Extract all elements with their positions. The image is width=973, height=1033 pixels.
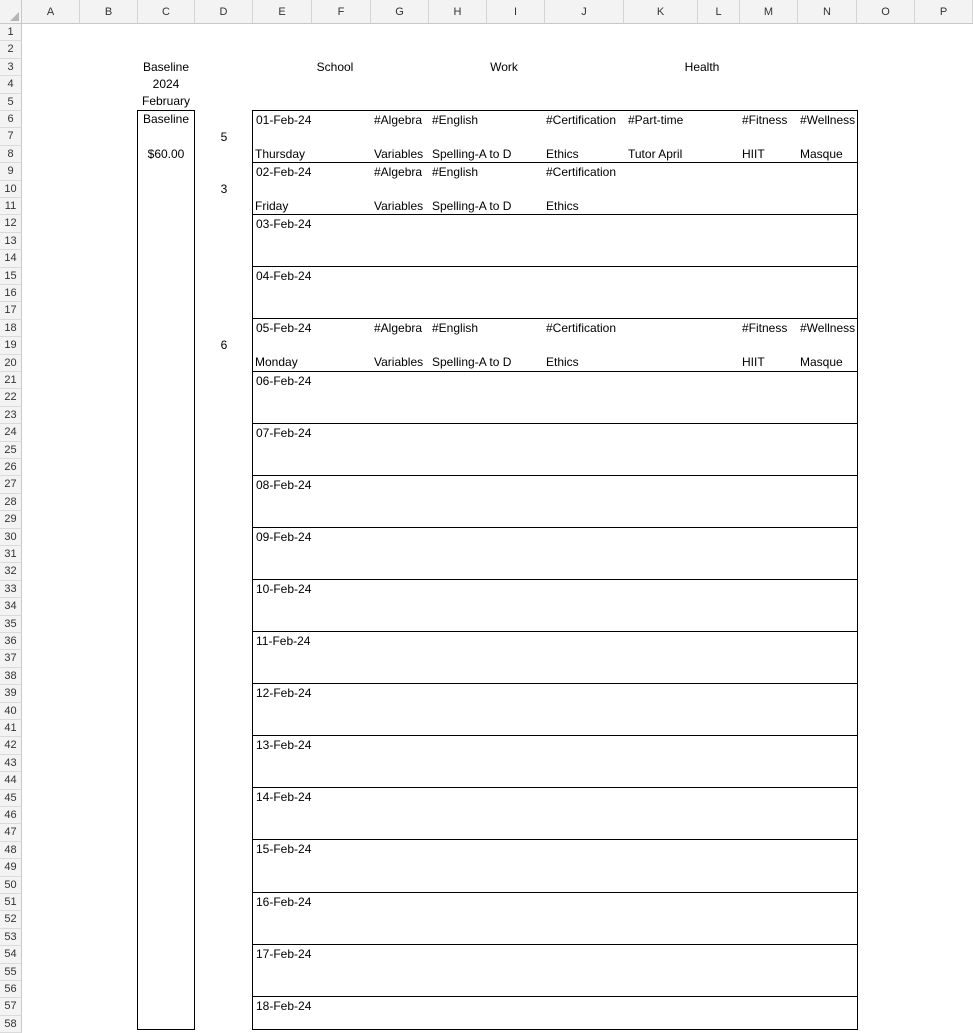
row-header-3[interactable]: 3 <box>0 59 22 76</box>
row-header-30[interactable]: 30 <box>0 529 22 546</box>
day-separator <box>252 162 858 163</box>
day-count[interactable]: 5 <box>220 130 228 144</box>
row-header-39[interactable]: 39 <box>0 685 22 702</box>
row-header-16[interactable]: 16 <box>0 285 22 302</box>
day-tag[interactable]: #Algebra <box>374 321 423 336</box>
row-header-24[interactable]: 24 <box>0 424 22 441</box>
day-date[interactable]: 08-Feb-24 <box>256 477 312 492</box>
day-weekday[interactable]: Friday <box>255 199 289 214</box>
day-date[interactable]: 07-Feb-24 <box>256 425 312 440</box>
column-header-c[interactable]: C <box>138 0 195 24</box>
baseline-box <box>137 110 195 1030</box>
day-tag[interactable]: #Fitness <box>742 321 788 336</box>
column-header-i[interactable]: I <box>487 0 545 24</box>
row-header-40[interactable]: 40 <box>0 703 22 720</box>
day-tag[interactable]: #Wellness <box>800 113 856 127</box>
day-weekday[interactable]: Monday <box>255 355 298 370</box>
row-header-11[interactable]: 11 <box>0 198 22 215</box>
select-all-corner[interactable] <box>0 0 22 24</box>
row-header-31[interactable]: 31 <box>0 546 22 563</box>
column-header-l[interactable]: L <box>698 0 740 24</box>
day-tag[interactable]: #Algebra <box>374 113 423 127</box>
row-header-15[interactable]: 15 <box>0 268 22 285</box>
day-date[interactable]: 06-Feb-24 <box>256 373 312 388</box>
row-header-48[interactable]: 48 <box>0 842 22 859</box>
day-separator <box>252 371 858 372</box>
day-subtask[interactable]: Masque <box>800 355 843 370</box>
row-header-57[interactable]: 57 <box>0 998 22 1015</box>
day-date[interactable]: 11-Feb-24 <box>256 634 311 648</box>
day-subtask[interactable]: Variables <box>374 147 424 161</box>
day-separator <box>252 683 858 684</box>
row-header-26[interactable]: 26 <box>0 459 22 476</box>
day-date[interactable]: 18-Feb-24 <box>256 998 312 1013</box>
row-header-25[interactable]: 25 <box>0 442 22 459</box>
row-header-38[interactable]: 38 <box>0 668 22 685</box>
row-header-41[interactable]: 41 <box>0 720 22 737</box>
row-header-33[interactable]: 33 <box>0 581 22 598</box>
day-separator <box>252 839 858 840</box>
day-subtask[interactable]: Ethics <box>546 147 579 161</box>
day-separator <box>252 996 858 997</box>
day-separator <box>252 579 858 580</box>
column-header-m[interactable]: M <box>740 0 798 24</box>
row-header-20[interactable]: 20 <box>0 355 22 372</box>
row-header-8[interactable]: 8 <box>0 146 22 163</box>
column-header-g[interactable]: G <box>371 0 429 24</box>
day-date[interactable]: 05-Feb-24 <box>256 321 312 336</box>
row-header-14[interactable]: 14 <box>0 250 22 267</box>
day-separator <box>252 266 858 267</box>
row-header-47[interactable]: 47 <box>0 824 22 841</box>
column-header-d[interactable]: D <box>195 0 253 24</box>
row-header-45[interactable]: 45 <box>0 790 22 807</box>
header-school[interactable]: School <box>316 60 354 74</box>
row-header-7[interactable]: 7 <box>0 128 22 145</box>
baseline-label[interactable]: Baseline <box>142 112 190 126</box>
row-header-29[interactable]: 29 <box>0 511 22 528</box>
row-header-17[interactable]: 17 <box>0 302 22 319</box>
day-tag[interactable]: #Algebra <box>374 165 423 180</box>
day-subtask[interactable]: Ethics <box>546 199 579 214</box>
row-header-55[interactable]: 55 <box>0 964 22 981</box>
header-month[interactable]: February <box>141 94 191 108</box>
day-subtask[interactable]: Ethics <box>546 355 579 370</box>
day-date[interactable]: 17-Feb-24 <box>256 946 312 961</box>
row-header-42[interactable]: 42 <box>0 737 22 754</box>
day-date[interactable]: 10-Feb-24 <box>256 581 312 596</box>
row-header-49[interactable]: 49 <box>0 859 22 876</box>
day-count[interactable]: 3 <box>220 182 228 197</box>
column-header-n[interactable]: N <box>798 0 857 24</box>
row-header-43[interactable]: 43 <box>0 755 22 772</box>
column-header-a[interactable]: A <box>22 0 80 24</box>
row-header-50[interactable]: 50 <box>0 877 22 894</box>
row-header-23[interactable]: 23 <box>0 407 22 424</box>
row-header-36[interactable]: 36 <box>0 633 22 650</box>
day-date[interactable]: 04-Feb-24 <box>256 269 312 284</box>
row-header-4[interactable]: 4 <box>0 76 22 93</box>
day-separator <box>252 214 858 215</box>
day-subtask[interactable]: Spelling-A to D <box>432 147 512 161</box>
day-tag[interactable]: #Certification <box>546 113 617 127</box>
row-header-34[interactable]: 34 <box>0 598 22 615</box>
day-date[interactable]: 14-Feb-24 <box>256 790 312 805</box>
day-date[interactable]: 01-Feb-24 <box>256 113 312 127</box>
day-date[interactable]: 12-Feb-24 <box>256 686 312 701</box>
day-separator <box>252 787 858 788</box>
baseline-amount[interactable]: $60.00 <box>147 147 185 161</box>
day-subtask[interactable]: Spelling-A to D <box>432 199 512 214</box>
column-header-j[interactable]: J <box>545 0 624 24</box>
day-separator <box>252 423 858 424</box>
header-work[interactable]: Work <box>490 60 518 74</box>
day-tag[interactable]: #Certification <box>546 165 617 180</box>
row-header-28[interactable]: 28 <box>0 494 22 511</box>
day-tag[interactable]: #English <box>432 165 479 180</box>
column-header-h[interactable]: H <box>429 0 487 24</box>
header-health[interactable]: Health <box>684 60 720 74</box>
day-date[interactable]: 09-Feb-24 <box>256 529 312 544</box>
day-subtask[interactable]: Tutor April <box>628 147 683 161</box>
row-header-51[interactable]: 51 <box>0 894 22 911</box>
row-header-53[interactable]: 53 <box>0 929 22 946</box>
row-header-32[interactable]: 32 <box>0 563 22 580</box>
day-separator <box>252 735 858 736</box>
row-header-56[interactable]: 56 <box>0 981 22 998</box>
day-tag[interactable]: #Certification <box>546 321 617 336</box>
row-header-6[interactable]: 6 <box>0 111 22 128</box>
column-header-p[interactable]: P <box>915 0 973 24</box>
day-date[interactable]: 02-Feb-24 <box>256 165 312 180</box>
column-header-b[interactable]: B <box>80 0 138 24</box>
day-separator <box>252 944 858 945</box>
day-subtask[interactable]: Spelling-A to D <box>432 355 512 370</box>
row-header-58[interactable]: 58 <box>0 1016 22 1033</box>
row-header-21[interactable]: 21 <box>0 372 22 389</box>
row-header-52[interactable]: 52 <box>0 911 22 928</box>
column-header-k[interactable]: K <box>624 0 698 24</box>
row-header-46[interactable]: 46 <box>0 807 22 824</box>
day-date[interactable]: 13-Feb-24 <box>256 738 312 753</box>
row-header-1[interactable]: 1 <box>0 24 22 41</box>
day-separator <box>252 318 858 319</box>
row-header-18[interactable]: 18 <box>0 320 22 337</box>
day-separator <box>252 527 858 528</box>
day-separator <box>252 475 858 476</box>
row-header-13[interactable]: 13 <box>0 233 22 250</box>
row-header-2[interactable]: 2 <box>0 41 22 58</box>
row-header-10[interactable]: 10 <box>0 181 22 198</box>
day-tag[interactable]: #English <box>432 321 479 336</box>
day-subtask[interactable]: Variables <box>374 355 424 370</box>
row-header-9[interactable]: 9 <box>0 163 22 180</box>
day-tag[interactable]: #Fitness <box>742 113 788 127</box>
day-date[interactable]: 03-Feb-24 <box>256 217 312 232</box>
day-date[interactable]: 15-Feb-24 <box>256 842 312 857</box>
row-header-35[interactable]: 35 <box>0 616 22 633</box>
row-header-5[interactable]: 5 <box>0 94 22 111</box>
row-header-12[interactable]: 12 <box>0 215 22 232</box>
header-baseline[interactable]: Baseline <box>142 60 190 74</box>
row-header-44[interactable]: 44 <box>0 772 22 789</box>
day-count[interactable]: 6 <box>220 338 228 353</box>
row-header-22[interactable]: 22 <box>0 389 22 406</box>
day-subtask[interactable]: HIIT <box>742 355 765 370</box>
row-header-27[interactable]: 27 <box>0 476 22 493</box>
day-date[interactable]: 16-Feb-24 <box>256 894 312 909</box>
day-weekday[interactable]: Thursday <box>255 147 306 161</box>
day-subtask[interactable]: Variables <box>374 199 424 214</box>
column-header-f[interactable]: F <box>312 0 371 24</box>
row-header-19[interactable]: 19 <box>0 337 22 354</box>
day-separator <box>252 892 858 893</box>
day-subtask[interactable]: Masque <box>800 147 843 161</box>
day-tag[interactable]: #Part-time <box>628 113 684 127</box>
header-year[interactable]: 2024 <box>152 77 180 91</box>
row-header-54[interactable]: 54 <box>0 946 22 963</box>
day-tag[interactable]: #Wellness <box>800 321 856 336</box>
column-header-e[interactable]: E <box>253 0 312 24</box>
day-separator <box>252 631 858 632</box>
row-header-37[interactable]: 37 <box>0 650 22 667</box>
column-header-o[interactable]: O <box>857 0 915 24</box>
day-subtask[interactable]: HIIT <box>742 147 765 161</box>
day-tag[interactable]: #English <box>432 113 479 127</box>
